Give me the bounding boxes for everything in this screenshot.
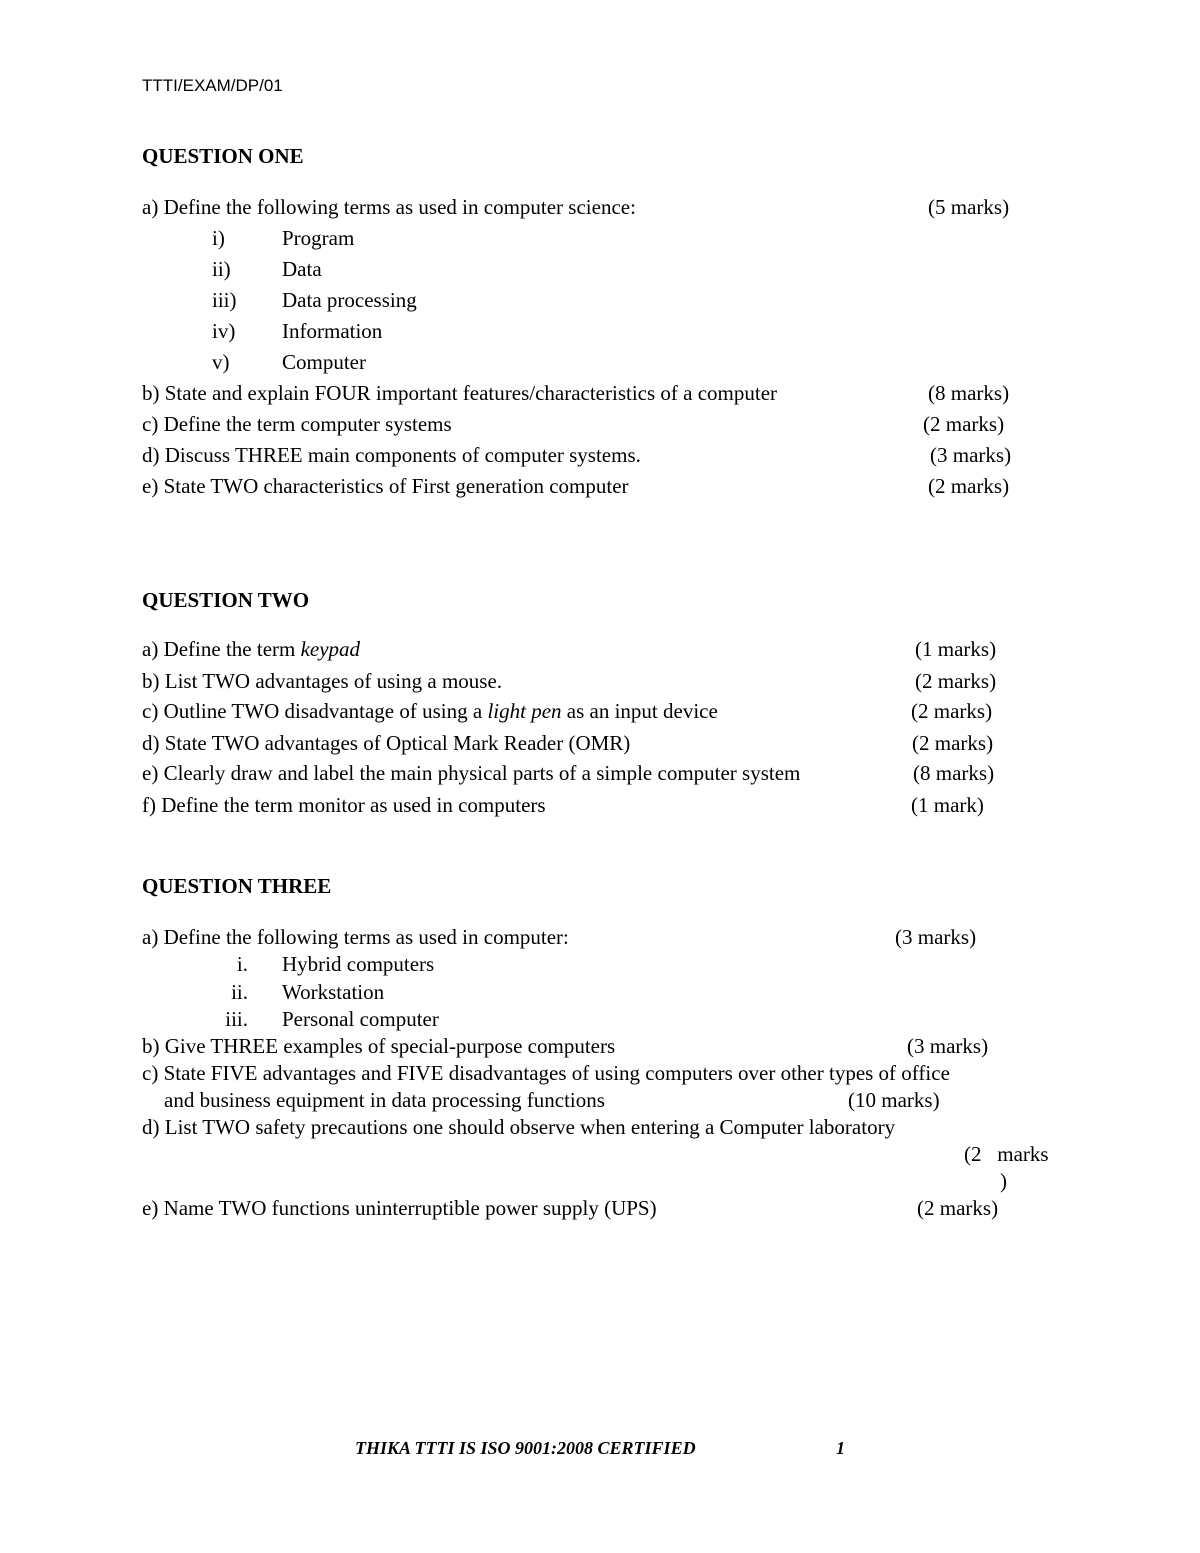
q1-term-label: Program [282,226,355,250]
q1-term-label: Data [282,257,322,281]
q3-c-text-line2: and business equipment in data processing functions [164,1088,605,1112]
q1-term-num: v) [212,350,230,374]
q2-b-marks: (2 marks) [915,669,997,693]
q1-term-num: i) [212,226,225,250]
q1-a-marks: (5 marks) [928,195,1010,219]
q3-term-label: Hybrid computers [282,952,435,976]
q3-c-marks: (10 marks) [848,1088,940,1112]
q3-a-marks: (3 marks) [895,925,977,949]
q1-c-marks: (2 marks) [923,412,1005,436]
document-code: TTTI/EXAM/DP/01 [142,76,283,95]
q1-e-marks: (2 marks) [928,474,1010,498]
q1-d-marks: (3 marks) [930,443,1012,467]
q3-b-marks: (3 marks) [907,1034,989,1058]
q2-e-text: e) Clearly draw and label the main physical parts of a simple computer system [142,761,801,785]
q2-e-marks: (8 marks) [913,761,995,785]
q1-b-text: b) State and explain FOUR important features/characteristics of a computer [142,381,778,405]
q3-a-text: a) Define the following terms as used in computer: [142,925,569,949]
q3-term-label: Personal computer [282,1007,439,1031]
q3-d-marks-close: ) [1000,1169,1007,1193]
q1-e-text: e) State TWO characteristics of First generation computer [142,474,629,498]
q1-term-label: Data processing [282,288,417,312]
q2-a-marks: (1 marks) [915,637,997,661]
q3-d-marks: (2 marks [964,1142,1049,1166]
footer-certification: THIKA TTTI IS ISO 9001:2008 CERTIFIED [355,1438,696,1458]
q3-term-num: ii. [231,980,248,1004]
q3-term-num: i. [236,952,248,976]
question-three-title: QUESTION THREE [142,874,332,898]
q1-term-num: ii) [212,257,231,281]
q2-a-text: a) Define the term keypad [142,637,361,661]
q1-d-text: d) Discuss THREE main components of computer systems. [142,443,641,467]
q3-e-text: e) Name TWO functions uninterruptible power supply (UPS) [142,1196,657,1220]
q3-e-marks: (2 marks) [917,1196,999,1220]
q1-b-marks: (8 marks) [928,381,1010,405]
q3-term-num: iii. [225,1007,248,1031]
q1-c-text: c) Define the term computer systems [142,412,452,436]
q2-c-text: c) Outline TWO disadvantage of using a light pen as an input device [142,699,718,723]
q1-term-num: iv) [212,319,236,343]
q2-d-marks: (2 marks) [912,731,994,755]
q3-b-text: b) Give THREE examples of special-purpose computers [142,1034,616,1058]
q3-c-text-line1: c) State FIVE advantages and FIVE disadvantages of using computers over other types of office [142,1061,950,1085]
q3-d-text: d) List TWO safety precautions one should observe when entering a Computer laboratory [142,1115,896,1139]
q2-f-marks: (1 mark) [911,793,984,817]
q1-term-label: Information [282,319,383,343]
q1-a-text: a) Define the following terms as used in computer science: [142,195,636,219]
q1-term-label: Computer [282,350,366,374]
page-number: 1 [836,1438,845,1458]
q2-f-text: f) Define the term monitor as used in computers [142,793,546,817]
q2-c-marks: (2 marks) [911,699,993,723]
question-two-title: QUESTION TWO [142,588,310,612]
q1-term-num: iii) [212,288,237,312]
q3-term-label: Workstation [282,980,385,1004]
q2-d-text: d) State TWO advantages of Optical Mark Reader (OMR) [142,731,631,755]
question-one-title: QUESTION ONE [142,144,304,168]
q2-b-text: b) List TWO advantages of using a mouse. [142,669,503,693]
